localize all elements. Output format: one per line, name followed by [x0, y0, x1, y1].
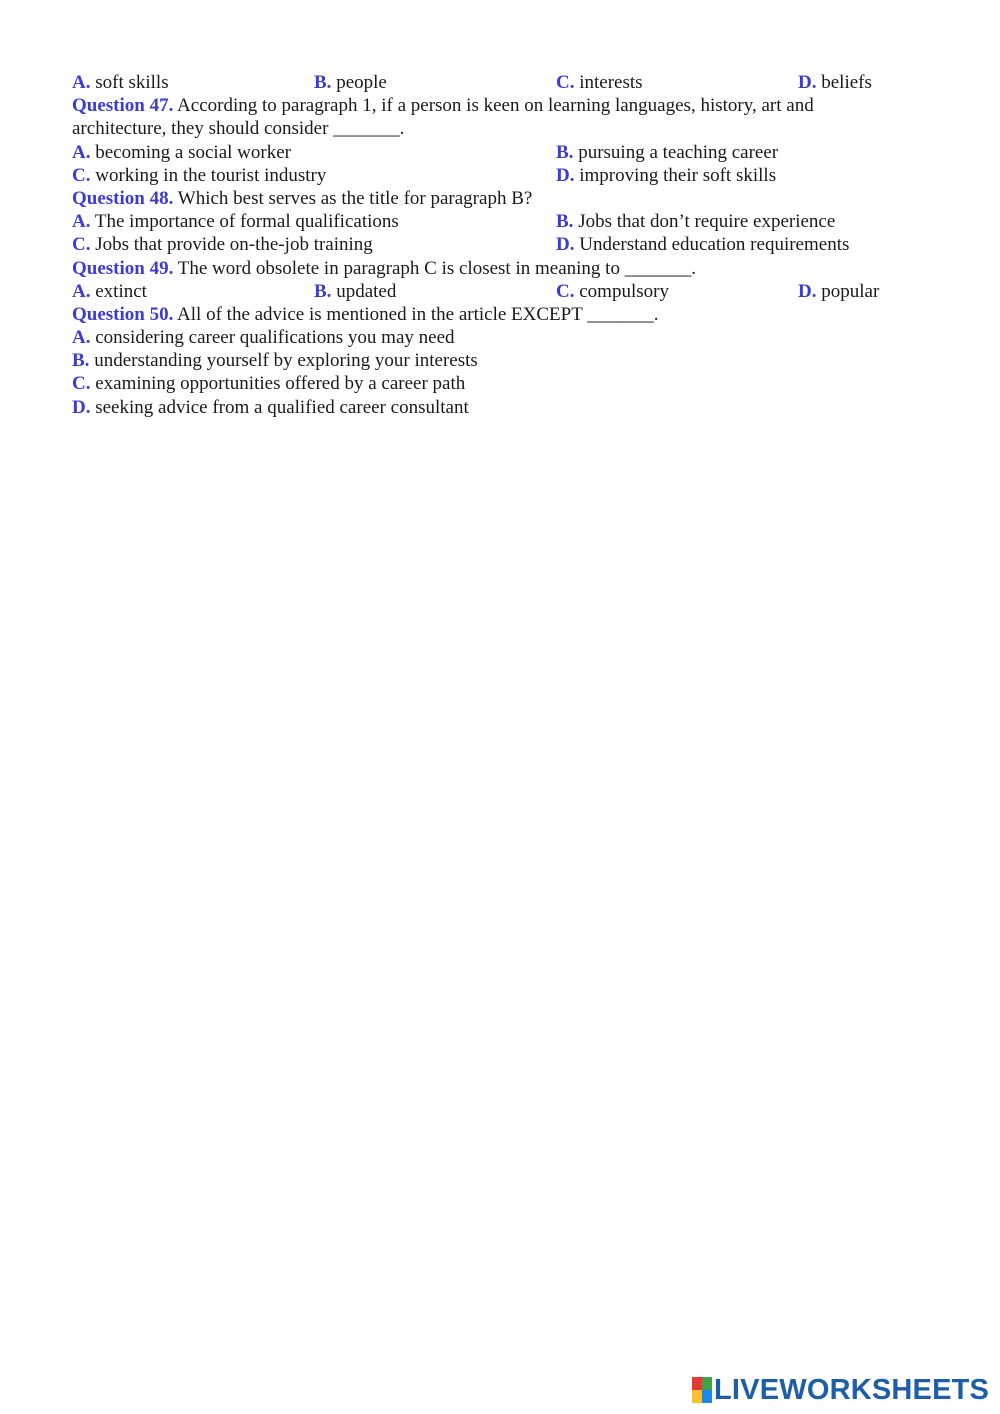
liveworksheets-brand-text: LIVEWORKSHEETS [714, 1374, 990, 1406]
worksheet-content [72, 71, 932, 419]
q47-stem-continued: architecture, they should consider _______. [72, 118, 405, 140]
q49-option-b[interactable]: B. updated [314, 280, 397, 302]
liveworksheets-logo-icon [692, 1377, 712, 1403]
q47-stem: Question 47. According to paragraph 1, if a person is keen on learning languages, history, art and [72, 95, 814, 117]
q47-number: Question 47. [72, 95, 174, 117]
q48-number: Question 48. [72, 187, 174, 209]
q47-option-b[interactable]: B. pursuing a teaching career [556, 141, 779, 163]
q49-option-d[interactable]: D. popular [798, 280, 880, 302]
q48-option-b[interactable]: B. Jobs that don’t require experience [556, 211, 836, 233]
q48-option-d[interactable]: D. Understand education requirements [556, 234, 850, 256]
q48-option-c[interactable]: C. Jobs that provide on-the-job training [72, 234, 373, 256]
q48-options-row-2 [72, 233, 932, 256]
q46-option-c[interactable]: C. interests [556, 72, 643, 93]
q47-options-row-2 [72, 164, 932, 187]
q50-number: Question 50. [72, 303, 174, 325]
q48-stem: Question 48. Which best serves as the title for paragraph B? [72, 187, 533, 209]
liveworksheets-logo[interactable] [692, 1374, 989, 1406]
q47-options-row-1 [72, 141, 932, 164]
q48-options-row-1 [72, 210, 932, 233]
q46-option-b[interactable]: B. people [314, 72, 387, 93]
q50-option-d[interactable]: D. seeking advice from a qualified career consultant [72, 396, 469, 418]
logo-tile-green [702, 1377, 712, 1390]
q50-option-c[interactable]: C. examining opportunities offered by a career path [72, 373, 466, 395]
q46-options-row [72, 71, 932, 94]
logo-tile-blue [702, 1390, 712, 1403]
q48-option-a[interactable]: A. The importance of formal qualifications [72, 211, 399, 233]
q49-number: Question 49. [72, 257, 174, 279]
q46-option-a[interactable]: A. soft skills [72, 72, 169, 93]
q46-option-d[interactable]: D. beliefs [798, 72, 872, 93]
logo-tile-yellow [692, 1390, 702, 1403]
q49-option-a[interactable]: A. extinct [72, 280, 147, 302]
q50-option-b[interactable]: B. understanding yourself by exploring your interests [72, 350, 478, 372]
q47-option-d[interactable]: D. improving their soft skills [556, 164, 777, 186]
q50-stem: Question 50. All of the advice is mentioned in the article EXCEPT _______. [72, 303, 659, 325]
q47-option-a[interactable]: A. becoming a social worker [72, 141, 291, 163]
q50-option-a[interactable]: A. considering career qualifications you may need [72, 327, 455, 349]
q47-option-c[interactable]: C. working in the tourist industry [72, 164, 327, 186]
q49-option-c[interactable]: C. compulsory [556, 280, 669, 302]
logo-tile-red [692, 1377, 702, 1390]
q49-options-row [72, 280, 932, 303]
q49-stem: Question 49. The word obsolete in paragraph C is closest in meaning to _______. [72, 257, 696, 279]
